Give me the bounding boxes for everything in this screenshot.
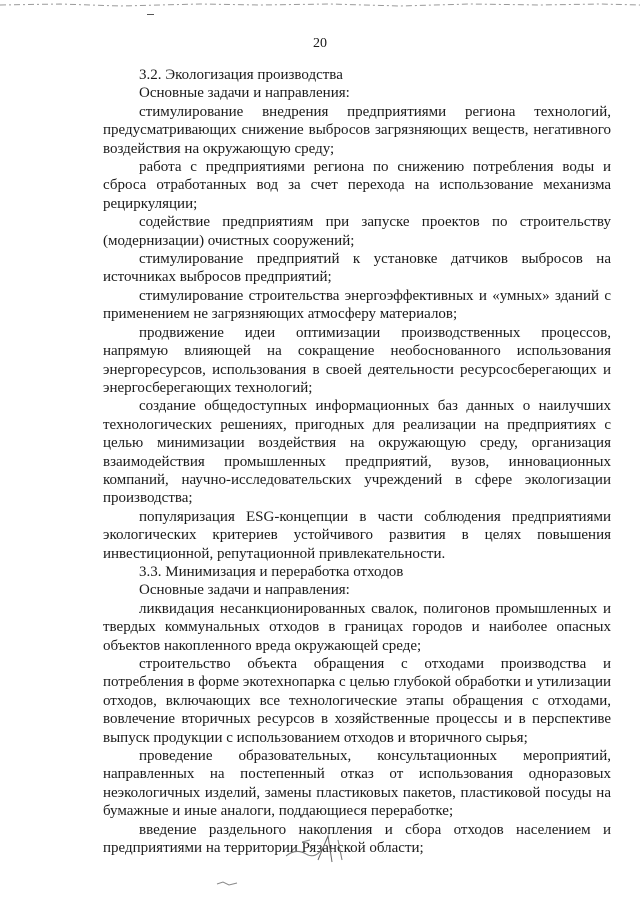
section-heading: 3.2. Экологизация производства <box>139 67 343 83</box>
list-item: популяризация ESG-концепции в части соблюдения предприятиями экологических критериев устойчивого развития в целях повышения инвестиционной, репутационной привлекательности. <box>103 508 611 562</box>
list-item: стимулирование предприятий к установке датчиков выбросов на источниках выбросов предприятий; <box>103 251 611 286</box>
scan-top-edge <box>0 2 640 8</box>
section-intro: Основные задачи и направления: <box>139 582 350 599</box>
list-item: стимулирование внедрения предприятиями региона технологий, предусматривающих снижение выбросов загрязняющих веществ, негативного воздействия на окружающую среду; <box>103 103 611 157</box>
section-intro: Основные задачи и направления: <box>139 85 350 102</box>
scan-speck <box>147 14 154 15</box>
document-body <box>103 66 611 857</box>
page-number: 20 <box>313 36 327 51</box>
list-item: ликвидация несанкционированных свалок, полигонов промышленных и твердых коммунальных отходов в границах городов и наиболее опасных объектов накопленного вреда окружающей среде; <box>103 600 611 654</box>
list-item: введение раздельного накопления и сбора отходов населением и предприятиями на территории Рязанской области; <box>103 821 611 857</box>
list-item: стимулирование строительства энергоэффективных и «умных» зданий с применением не загрязняющих атмосферу материалов; <box>103 287 611 323</box>
list-item: работа с предприятиями региона по снижению потребления воды и сброса отработанных вод за счет перехода на использование механизма рециркуляции; <box>103 159 611 212</box>
list-item: строительство объекта обращения с отходами производства и потребления в форме экотехнопарка с целью глубокой обработки и утилизации отходов, включающих все технологические этапы обращения с отходами, вовлечение вторичных ресурсов в хозяйственные процессы и в перспективе выпуск продукции с использованием отходов и вторичного сырья; <box>103 656 611 746</box>
list-item: продвижение идеи оптимизации производственных процессов, напрямую влияющей на сокращение необоснованного использования энергоресурсов, использования в своей деятельности ресурсосберегающих и энергосберегающих технологий; <box>103 324 611 396</box>
list-item: создание общедоступных информационных баз данных о наилучших технологических решениях, пригодных для реализации на предприятиях с целью минимизации воздействия на окружающую среду, организация взаимодействия промышленных предприятий, вузов, инновационных компаний, научно-исследовательских учреждений в сфере экологизации производства; <box>103 398 611 507</box>
list-item: содействие предприятиям при запуске проектов по строительству (модернизации) очистных сооружений; <box>103 214 611 249</box>
pen-scribble <box>282 830 362 870</box>
list-item: проведение образовательных, консультационных мероприятий, направленных на постепенный отказ от использования одноразовых неэкологичных изделий, замены пластиковых пакетов, пластиковой посуды на бумажные и иные аналоги, поддающиеся переработке; <box>103 748 611 820</box>
scan-speck <box>215 878 245 888</box>
section-heading: 3.3. Минимизация и переработка отходов <box>139 563 404 580</box>
